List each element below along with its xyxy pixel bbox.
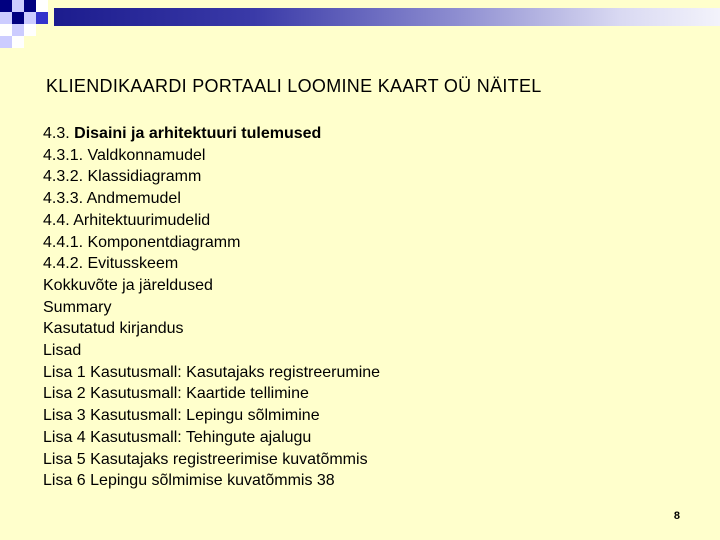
toc-item: Lisa 2 Kasutusmall: Kaartide tellimine: [43, 385, 309, 403]
decor-square: [24, 12, 36, 24]
toc-item: Summary: [43, 298, 112, 316]
toc-item: 4.3.1. Valdkonnamudel: [43, 146, 206, 164]
toc-item: 4.3.3. Andmemudel: [43, 190, 181, 208]
toc-item: Kokkuvõte ja järeldused: [43, 276, 213, 294]
toc-item: 4.4. Arhitektuurimudelid: [43, 211, 211, 229]
decor-square: [24, 24, 36, 36]
toc-item: Kasutatud kirjandus: [43, 320, 184, 338]
decor-square: [12, 24, 24, 36]
toc-item: [43, 123, 380, 145]
toc-item: Lisa 3 Kasutusmall: Lepingu sõlmimine: [43, 407, 320, 425]
slide-title: KLIENDIKAARDI PORTAALI LOOMINE KAART OÜ NÄITEL: [46, 76, 542, 96]
page-number: 8: [673, 510, 680, 522]
decor-square: [36, 0, 48, 12]
decor-square: [0, 0, 12, 12]
decor-square: [12, 12, 24, 24]
decor-square: [0, 36, 12, 48]
decor-square: [12, 36, 24, 48]
decor-square: [24, 0, 36, 12]
toc-item-text: Disaini ja arhitektuuri tulemused: [74, 125, 322, 142]
table-of-contents: [43, 123, 380, 492]
header-gradient-bar: [54, 8, 720, 26]
decor-square: [36, 12, 48, 24]
toc-item: Lisad: [43, 342, 82, 360]
toc-item: 4.3.2. Klassidiagramm: [43, 168, 202, 186]
toc-item: Lisa 4 Kasutusmall: Tehingute ajalugu: [43, 428, 312, 446]
toc-item: Lisa 6 Lepingu sõlmimise kuvatõmmis 38: [43, 472, 335, 490]
toc-item: 4.4.2. Evitusskeem: [43, 255, 179, 273]
toc-item-prefix: 4.3.: [43, 125, 75, 142]
decor-square: [0, 12, 12, 24]
toc-item: Lisa 1 Kasutusmall: Kasutajaks registreerumine: [43, 363, 381, 381]
toc-item: Lisa 5 Kasutajaks registreerimise kuvatõmmis: [43, 450, 368, 468]
toc-item: 4.4.1. Komponentdiagramm: [43, 233, 241, 251]
decor-square: [12, 0, 24, 12]
decor-square: [0, 24, 12, 36]
